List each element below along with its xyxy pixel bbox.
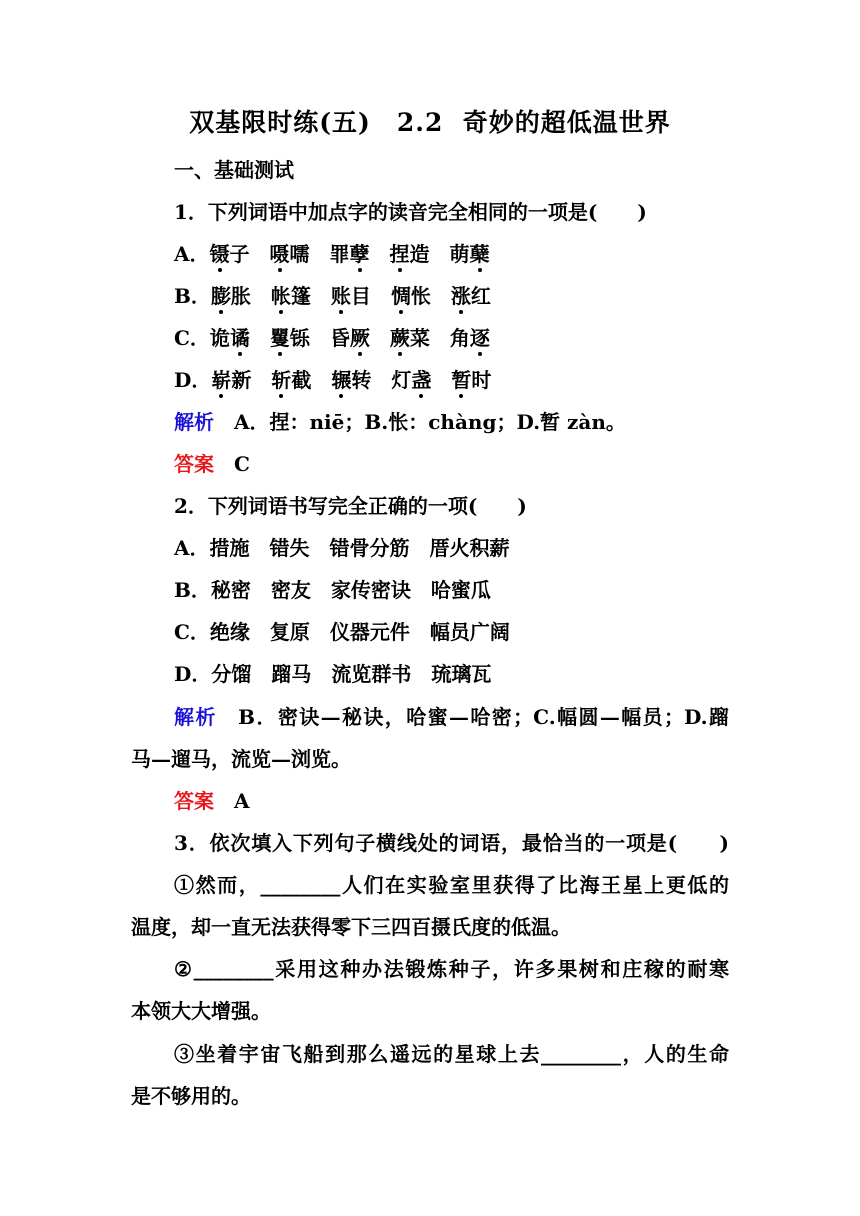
sentence-1-text: ①然而， bbox=[174, 873, 261, 897]
option-label: C． bbox=[174, 326, 210, 350]
option-word bbox=[391, 284, 431, 308]
dotted-char: 暂 bbox=[451, 368, 472, 392]
option-word: 密友 bbox=[270, 578, 311, 602]
option-word bbox=[211, 284, 251, 308]
option-word: 秘密 bbox=[210, 578, 251, 602]
option-label: B． bbox=[174, 578, 211, 602]
dotted-char: 镊 bbox=[209, 242, 230, 266]
option-word bbox=[271, 284, 311, 308]
sentence-2-text: ② bbox=[174, 957, 194, 981]
option-word: 蹓马 bbox=[271, 662, 312, 686]
dotted-char: 矍 bbox=[269, 326, 290, 350]
dotted-char: 崭 bbox=[211, 368, 232, 392]
word-part: 新 bbox=[231, 368, 252, 392]
option-word bbox=[390, 326, 430, 350]
option-word bbox=[451, 284, 491, 308]
option-word: 哈蜜瓜 bbox=[430, 578, 491, 602]
dotted-char: 逐 bbox=[469, 326, 490, 350]
answer-value: A bbox=[234, 789, 250, 813]
sentence-3-line-2: 是不够用的。 bbox=[131, 1084, 251, 1108]
option-word bbox=[331, 284, 371, 308]
word-part: 怅 bbox=[410, 284, 431, 308]
option-word bbox=[210, 242, 250, 266]
fill-blank: ________ bbox=[193, 957, 274, 981]
option-label: A． bbox=[174, 242, 210, 266]
word-part: 造 bbox=[409, 242, 430, 266]
option-word: 分馏 bbox=[211, 662, 252, 686]
option-word: 琉璃瓦 bbox=[431, 662, 492, 686]
dotted-char: 斩 bbox=[271, 368, 292, 392]
fill-blank: ________ bbox=[541, 1042, 622, 1066]
answer-label: 答案 bbox=[174, 452, 214, 476]
option-word: 错骨分筋 bbox=[329, 536, 410, 560]
word-part: 截 bbox=[291, 368, 312, 392]
option-word bbox=[450, 326, 490, 350]
question-2-answer bbox=[174, 789, 250, 813]
dotted-char: 盏 bbox=[411, 368, 432, 392]
question-3-stem: 3．依次填入下列句子横线处的词语，最恰当的一项是( ) bbox=[174, 831, 729, 855]
dotted-char: 捏 bbox=[389, 242, 410, 266]
word-part: 罪 bbox=[329, 242, 350, 266]
option-label: B． bbox=[174, 284, 211, 308]
word-part: 目 bbox=[350, 284, 371, 308]
sentence-2-line-2: 本领大大增强。 bbox=[131, 999, 271, 1023]
dotted-char: 蘖 bbox=[469, 242, 490, 266]
sentence-1-line-2: 温度，却一直无法获得零下三四百摄氏度的低温。 bbox=[131, 915, 571, 939]
option-word bbox=[210, 326, 250, 350]
word-part: 诡 bbox=[209, 326, 230, 350]
option-word: 幅员广阔 bbox=[429, 620, 510, 644]
sentence-1-line-1 bbox=[174, 873, 729, 897]
word-part: 红 bbox=[470, 284, 491, 308]
question-2-option-a bbox=[174, 536, 510, 560]
dotted-char: 谲 bbox=[229, 326, 250, 350]
word-part: 角 bbox=[449, 326, 470, 350]
option-word bbox=[271, 368, 311, 392]
question-2-stem: 2．下列词语书写完全正确的一项( ) bbox=[174, 494, 527, 518]
option-word: 家传密诀 bbox=[330, 578, 411, 602]
analysis-label: 解析 bbox=[174, 705, 217, 729]
dotted-char: 嗫 bbox=[269, 242, 290, 266]
word-part: 时 bbox=[471, 368, 492, 392]
section-heading: 一、基础测试 bbox=[174, 158, 294, 182]
option-word: 复原 bbox=[269, 620, 310, 644]
question-1-analysis bbox=[174, 410, 626, 434]
sentence-3-line-1 bbox=[174, 1042, 729, 1066]
option-word bbox=[331, 368, 371, 392]
option-word: 措施 bbox=[209, 536, 250, 560]
question-2-option-b bbox=[174, 578, 491, 602]
option-word bbox=[330, 326, 370, 350]
option-word: 厝火积薪 bbox=[429, 536, 510, 560]
option-word bbox=[391, 368, 431, 392]
word-part: 萌 bbox=[449, 242, 470, 266]
word-part: 灯 bbox=[391, 368, 412, 392]
dotted-char: 蕨 bbox=[389, 326, 410, 350]
option-word: 仪器元件 bbox=[329, 620, 410, 644]
option-word bbox=[390, 242, 430, 266]
dotted-char: 厥 bbox=[349, 326, 370, 350]
sentence-2-text-cont: 采用这种办法锻炼种子，许多果树和庄稼的耐寒 bbox=[273, 957, 730, 981]
word-part: 转 bbox=[351, 368, 372, 392]
option-label: C． bbox=[174, 620, 210, 644]
option-label: D． bbox=[174, 368, 212, 392]
word-part: 铄 bbox=[289, 326, 310, 350]
page-title: 双基限时练(五) 2.2 奇妙的超低温世界 bbox=[189, 108, 671, 137]
question-1-stem: 1．下列词语中加点字的读音完全相同的一项是( ) bbox=[174, 200, 647, 224]
answer-value: C bbox=[234, 452, 250, 476]
answer-label: 答案 bbox=[174, 789, 214, 813]
word-part: 昏 bbox=[329, 326, 350, 350]
dotted-char: 涨 bbox=[450, 284, 471, 308]
option-label: D． bbox=[174, 662, 212, 686]
question-1-option-b bbox=[174, 284, 491, 308]
word-part: 子 bbox=[229, 242, 250, 266]
question-1-option-a bbox=[174, 242, 490, 266]
word-part: 嚅 bbox=[289, 242, 310, 266]
question-1-option-d bbox=[174, 368, 491, 392]
option-word bbox=[450, 242, 490, 266]
sentence-1-text-cont: 人们在实验室里获得了比海王星上更低的 bbox=[340, 873, 730, 897]
option-word: 流览群书 bbox=[331, 662, 412, 686]
question-2-analysis bbox=[174, 705, 729, 729]
option-word bbox=[211, 368, 251, 392]
question-1-answer bbox=[174, 452, 250, 476]
analysis-text: A．捏：niē；B.怅：chàng；D.暂 zàn。 bbox=[234, 410, 626, 434]
option-word bbox=[270, 242, 310, 266]
sentence-2-line-1 bbox=[174, 957, 729, 981]
dotted-char: 辗 bbox=[331, 368, 352, 392]
question-2-option-c bbox=[174, 620, 510, 644]
dotted-char: 账 bbox=[330, 284, 351, 308]
option-label: A． bbox=[174, 536, 210, 560]
sentence-3-text: ③坐着宇宙飞船到那么遥远的星球上去 bbox=[174, 1042, 542, 1066]
word-part: 篷 bbox=[290, 284, 311, 308]
analysis-text-line-1: B．密诀—秘诀，哈蜜—哈密；C.幅圆—幅员；D.蹓 bbox=[238, 705, 729, 729]
analysis-text-line-2: 马—遛马，流览—浏览。 bbox=[131, 747, 351, 771]
option-word bbox=[451, 368, 491, 392]
analysis-label: 解析 bbox=[174, 410, 214, 434]
dotted-char: 孽 bbox=[349, 242, 370, 266]
question-1-option-c bbox=[174, 326, 490, 350]
option-word bbox=[270, 326, 310, 350]
sentence-3-text-cont: ，人的生命 bbox=[621, 1042, 730, 1066]
dotted-char: 帐 bbox=[270, 284, 291, 308]
word-part: 胀 bbox=[230, 284, 251, 308]
question-2-option-d bbox=[174, 662, 491, 686]
word-part: 菜 bbox=[409, 326, 430, 350]
fill-blank: ________ bbox=[260, 873, 341, 897]
option-word: 错失 bbox=[269, 536, 310, 560]
option-word bbox=[330, 242, 370, 266]
dotted-char: 惆 bbox=[390, 284, 411, 308]
option-word: 绝缘 bbox=[209, 620, 250, 644]
dotted-char: 膨 bbox=[210, 284, 231, 308]
